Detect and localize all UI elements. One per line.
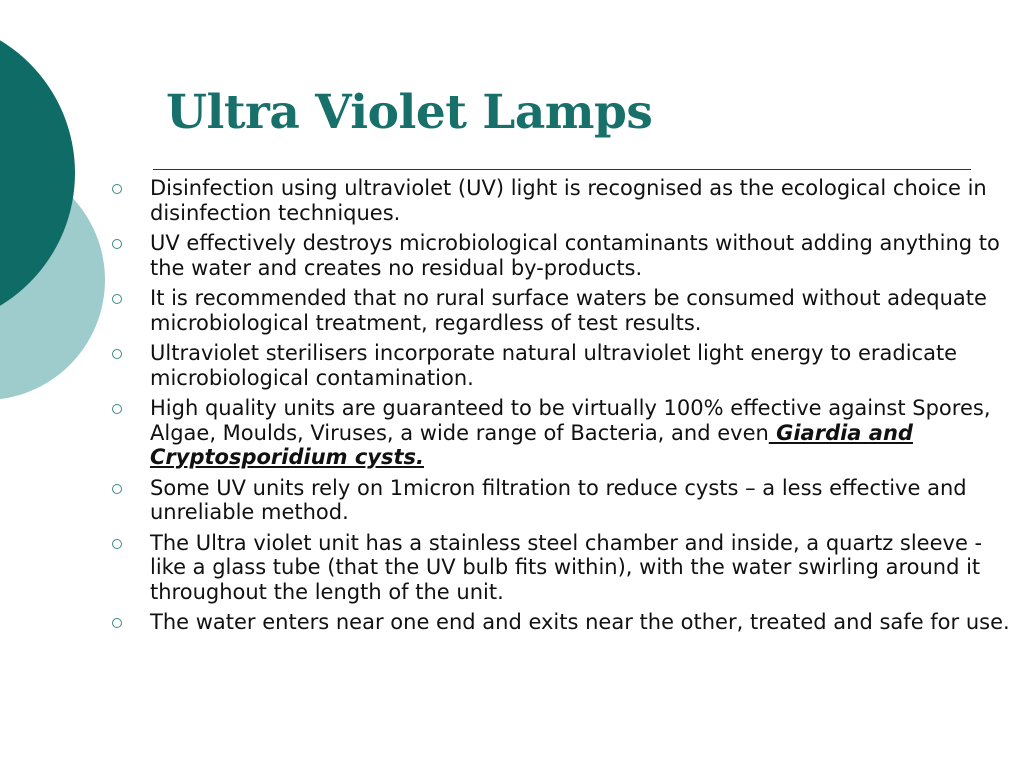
bullet-item: [150, 231, 1012, 280]
bullet-text: UV effectively destroys microbiological contaminants without adding anything to the water and creates no residual by-products.: [150, 231, 1000, 280]
title-divider: [153, 169, 971, 170]
emphasis-period: .: [416, 445, 425, 469]
bullet-text: The water enters near one end and exits near the other, treated and safe for use.: [150, 610, 1010, 634]
bullet-text: Some UV units rely on 1micron filtration to reduce cysts – a less effective and unreliable method.: [150, 475, 967, 524]
bullet-text: It is recommended that no rural surface waters be consumed without adequate microbiological treatment, regardless of test results.: [150, 286, 987, 335]
bullet-list: [150, 176, 1012, 641]
hollow-circle-bullet-icon: [112, 184, 122, 194]
bullet-text: Ultraviolet sterilisers incorporate natural ultraviolet light energy to eradicate microbiological contamination.: [150, 341, 958, 390]
hollow-circle-bullet-icon: [112, 618, 122, 628]
hollow-circle-bullet-icon: [112, 404, 122, 414]
bullet-text: High quality units are guaranteed to be virtually 100% effective against Spores, Algae, Moulds, Viruses, a wide range of Bacteria, and even: [150, 396, 991, 445]
slide-title: Ultra Violet Lamps: [166, 85, 653, 140]
bullet-item: [150, 476, 1012, 525]
bullet-text: Disinfection using ultraviolet (UV) light is recognised as the ecological choice in disinfection techniques.: [150, 176, 987, 225]
bullet-item: [150, 531, 1012, 605]
bullet-item: [150, 176, 1012, 225]
hollow-circle-bullet-icon: [112, 349, 122, 359]
bullet-item: [150, 341, 1012, 390]
emphasized-term: Giardia and Cryptosporidium cysts: [150, 420, 913, 469]
hollow-circle-bullet-icon: [112, 484, 122, 494]
bullet-item: [150, 610, 1012, 635]
bullet-item: [150, 396, 1012, 470]
bullet-text: The Ultra violet unit has a stainless steel chamber and inside, a quartz sleeve -like a glass tube (that the UV bulb fits within), with the water swirling around it throughout the length of the unit.: [150, 530, 983, 604]
hollow-circle-bullet-icon: [112, 294, 122, 304]
bullet-item: [150, 286, 1012, 335]
hollow-circle-bullet-icon: [112, 239, 122, 249]
hollow-circle-bullet-icon: [112, 539, 122, 549]
